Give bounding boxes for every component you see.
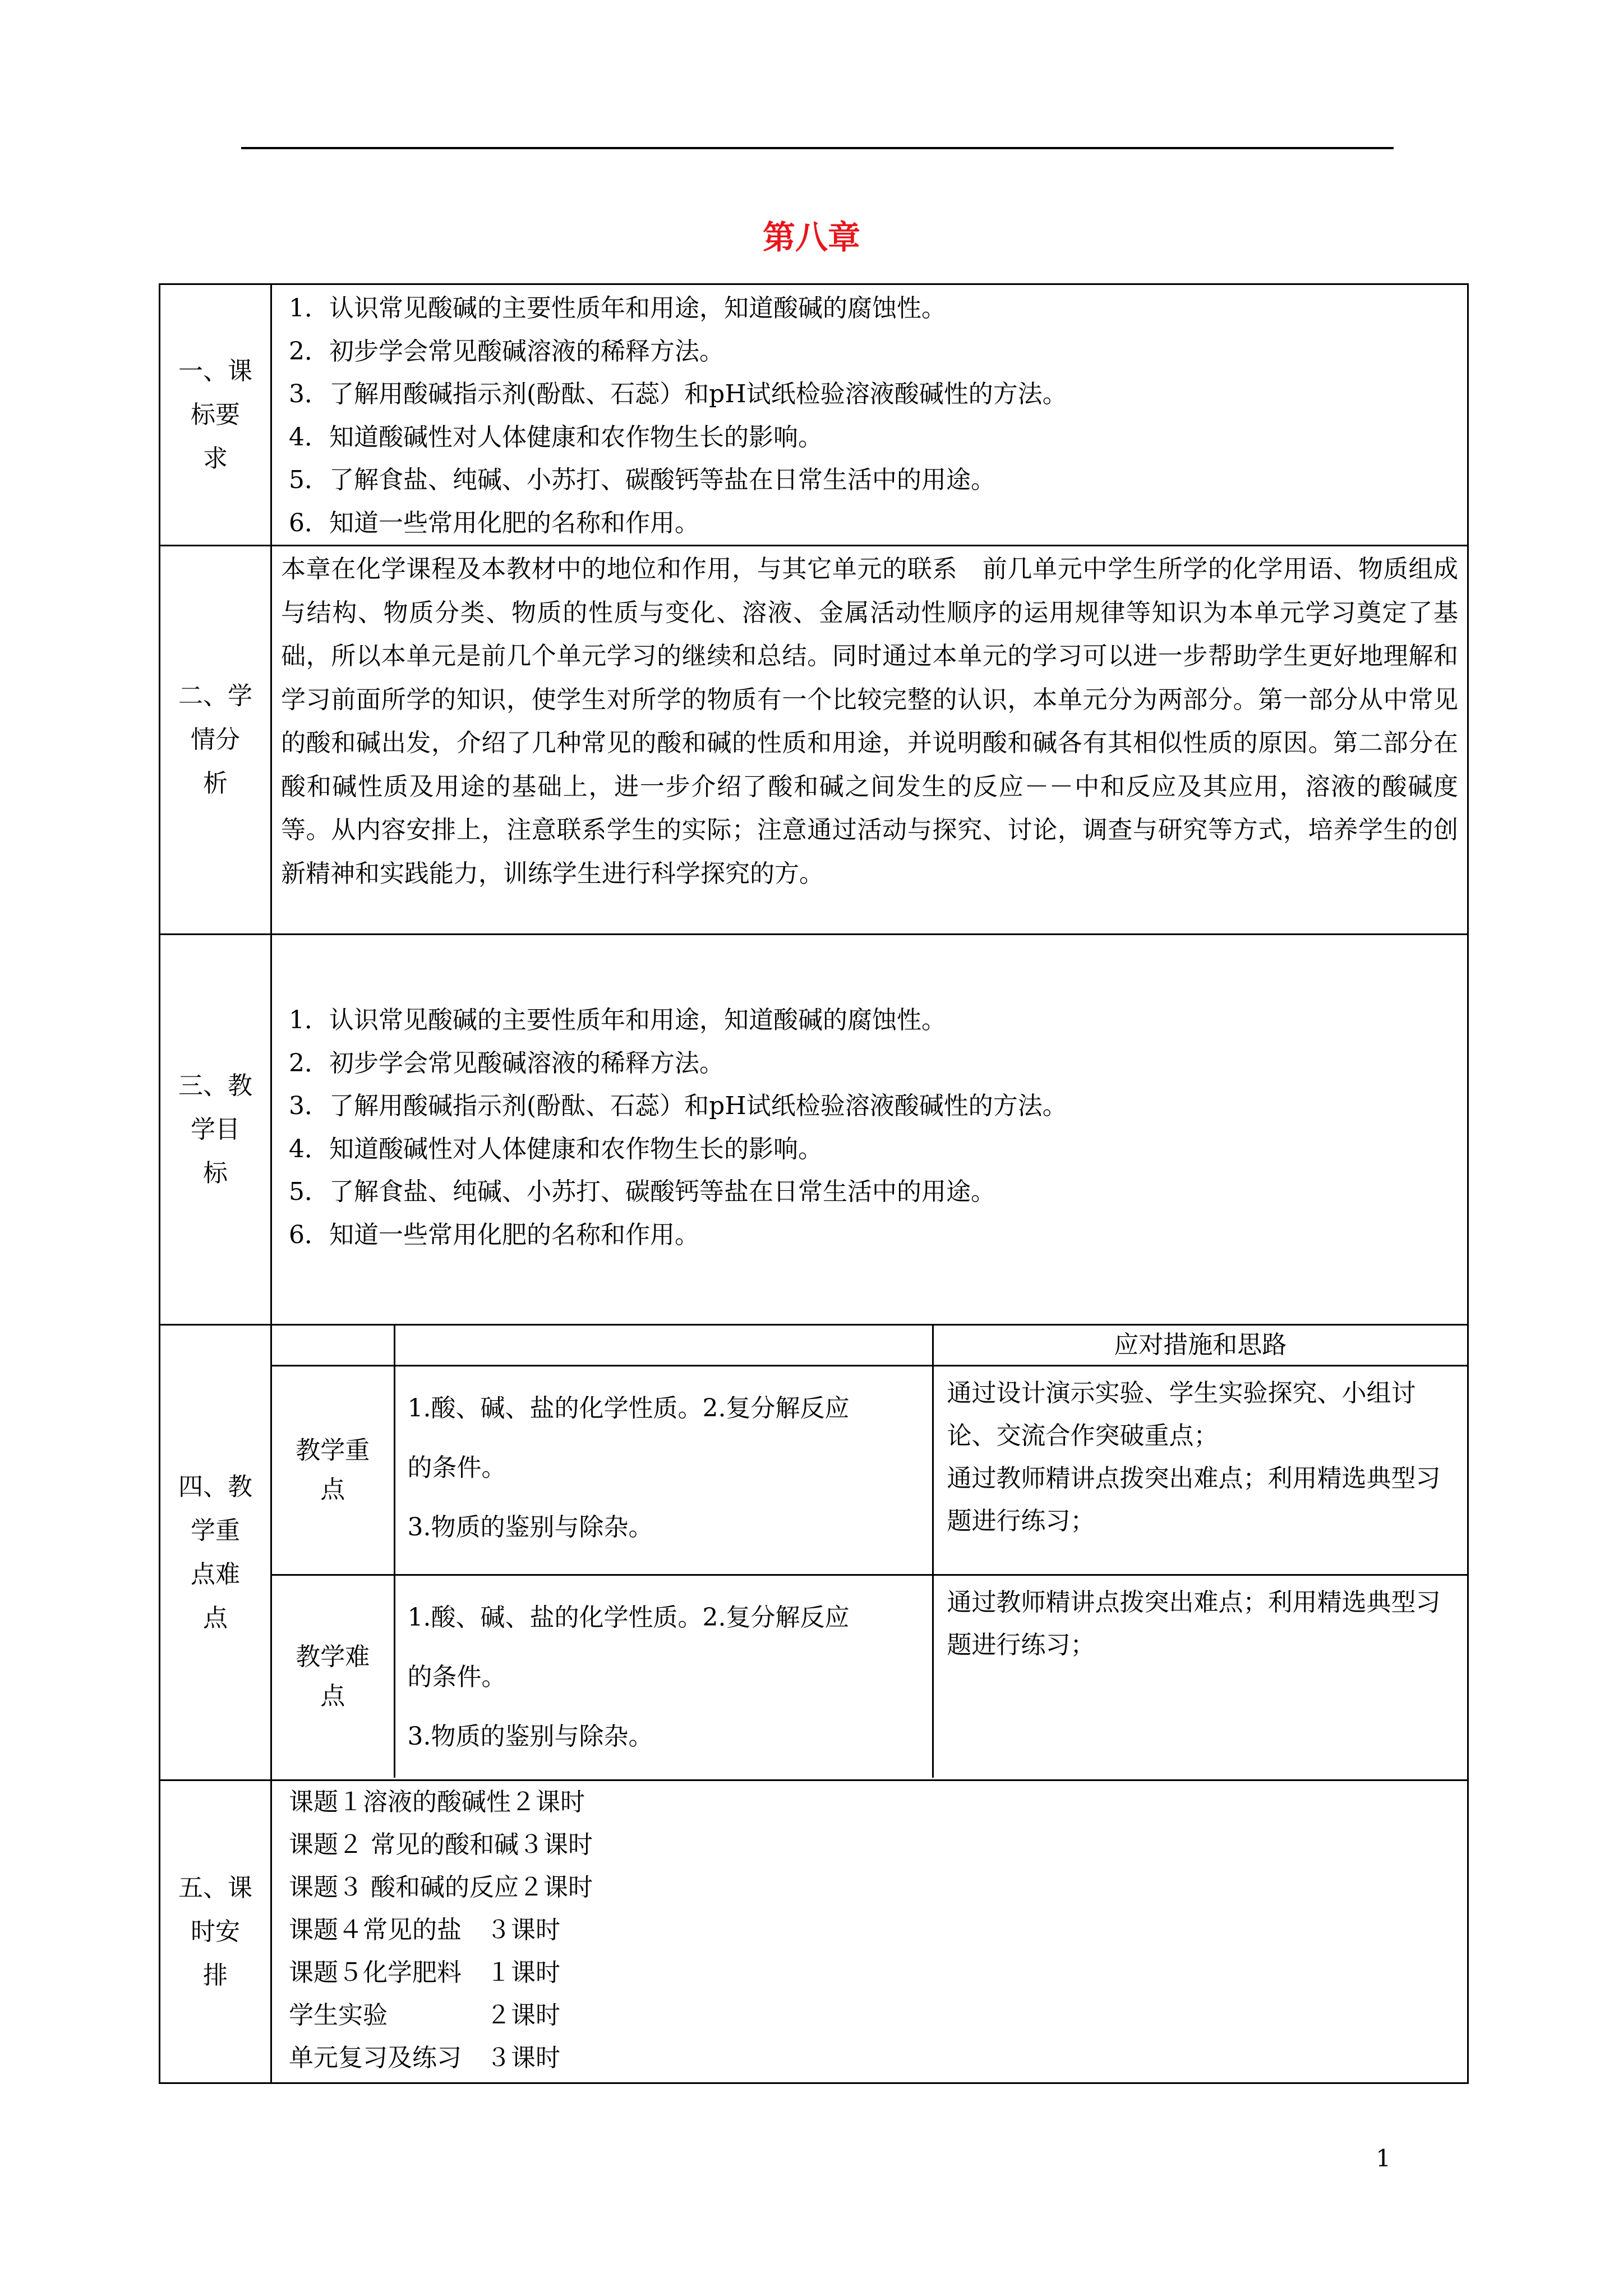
difficult-point-label: 教学难点 [272,1575,394,1778]
section-content [271,284,1468,546]
section-focus [160,1325,1468,1780]
header-cell-measures: 应对措施和思路 [933,1326,1467,1366]
section-analysis [160,546,1468,935]
section-schedule [160,1780,1468,2083]
list-item: 5．了解食盐、纯碱、小苏打、碳酸钙等盐在日常生活中的用途。 [289,466,995,494]
section-objectives [160,935,1468,1325]
analysis-paragraph: 本章在化学课程及本教材中的地位和作用，与其它单元的联系 前几单元中学生所学的化学用语、物质组成与结构、物质分类、物质的性质与变化、溶液、金属活动性顺序的运用规律等知识为本单元学习奠定了基础，所以本单元是前几个单元学习的继续和总结。同时通过本单元的学习可以进一步帮助学生更好地理解和学习前面所学的知识，使学生对所学的物质有一个比较完整的认识，本单元分为两部分。第一部分从中常见的酸和碱出发，介绍了几种常见的酸和碱的性质和用途，并说明酸和碱各有其相似性质的原因。第二部分在酸和碱性质及用途的基础上，进一步介绍了酸和碱之间发生的反应－－中和反应及其应用，溶液的酸碱度等。从内容安排上，注意联系学生的实际；注意通过活动与探究、讨论，调查与研究等方式，培养学生的创新精神和实践能力，训练学生进行科学探究的方。 [281,555,1458,888]
content-line: 的条件。 [407,1663,506,1691]
section-content [271,935,1468,1325]
measure-line: 通过教师精讲点拨突出难点；利用精选典型习题进行练习； [947,1464,1441,1535]
section-label: 二、学 情分 析 [160,546,271,935]
section-label: 一、课 标要 求 [160,284,271,546]
list-item: 6．知道一些常用化肥的名称和作用。 [289,1220,699,1249]
list-item: 2．初步学会常见酸碱溶液的稀释方法。 [289,337,724,366]
list-item: 6．知道一些常用化肥的名称和作用。 [289,508,699,537]
section-label: 五、课 时安 排 [160,1780,271,2083]
difficult-point-measures [933,1575,1467,1778]
list-item: 3．了解用酸碱指示剂(酚酞、石蕊）和pH试纸检验溶液酸碱性的方法。 [289,1092,1067,1120]
list-item: 4．知道酸碱性对人体健康和农作物生长的影响。 [289,422,823,452]
schedule-item: 单元复习及练习 ３课时 [289,2044,560,2072]
schedule-item: 课题３ 酸和碱的反应２课时 [289,1873,593,1902]
content-line: 3.物质的鉴别与除杂。 [407,1722,653,1751]
content-line: 3.物质的鉴别与除杂。 [407,1513,653,1542]
schedule-item: 课题２ 常见的酸和碱３课时 [289,1830,593,1859]
key-point-label: 教学重点 [272,1366,394,1575]
section-standards [160,284,1468,546]
header-cell [394,1326,933,1366]
schedule-item: 课题１溶液的酸碱性２课时 [289,1788,585,1816]
list-item: 3．了解用酸碱指示剂(酚酞、石蕊）和pH试纸检验溶液酸碱性的方法。 [289,380,1067,408]
page-title: 第八章 [762,218,860,256]
difficult-point-content [394,1575,933,1778]
schedule-item: 学生实验 ２课时 [289,2001,560,2030]
section-label: 三、教 学目 标 [160,935,271,1325]
key-point-row [272,1366,1467,1575]
key-point-content [394,1366,933,1575]
section-content [271,546,1468,935]
key-point-measures [933,1366,1467,1575]
content-line: 1.酸、碱、盐的化学性质。2.复分解反应 [407,1603,850,1632]
content-line: 的条件。 [407,1453,506,1482]
page-number: 1 [1376,2145,1391,2172]
schedule-item: 课题５化学肥料 １课时 [289,1958,560,1987]
list-item: 5．了解食盐、纯碱、小苏打、碳酸钙等盐在日常生活中的用途。 [289,1177,995,1206]
header-rule [241,147,1394,149]
section-content [271,1325,1468,1780]
measure-line: 通过设计演示实验、学生实验探究、小组讨论、交流合作突破重点； [947,1379,1416,1450]
list-item: 2．初步学会常见酸碱溶液的稀释方法。 [289,1048,724,1078]
measure-line: 通过教师精讲点拨突出难点；利用精选典型习题进行练习； [947,1588,1441,1659]
focus-header-row [272,1326,1467,1366]
section-label: 四、教 学重 点难 点 [160,1325,271,1780]
focus-table [272,1326,1467,1778]
list-item: 1．认识常见酸碱的主要性质年和用途，知道酸碱的腐蚀性。 [289,294,946,323]
lesson-plan-table [159,283,1469,2084]
list-item: 4．知道酸碱性对人体健康和农作物生长的影响。 [289,1134,823,1163]
header-cell [272,1326,394,1366]
list-item: 1．认识常见酸碱的主要性质年和用途，知道酸碱的腐蚀性。 [289,1006,946,1034]
schedule-item: 课题４常见的盐 ３课时 [289,1916,560,1944]
section-content [271,1780,1468,2083]
content-line: 1.酸、碱、盐的化学性质。2.复分解反应 [407,1394,850,1423]
difficult-point-row [272,1575,1467,1778]
